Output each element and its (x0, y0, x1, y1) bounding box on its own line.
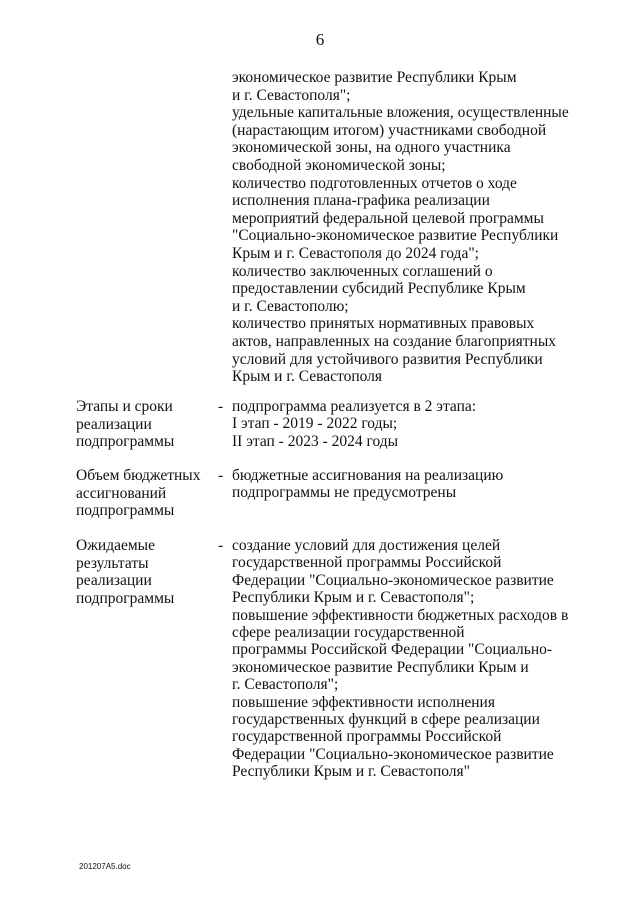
content-line: создание условий для достижения целей (232, 537, 501, 554)
text-line: условий для устойчивого развития Республики (232, 350, 543, 368)
section-content (232, 467, 503, 502)
text-line: количество заключенных соглашений о (232, 262, 493, 280)
text-line: "Социально-экономическое развитие Республики (232, 227, 559, 245)
label-line: Объем бюджетных (76, 467, 201, 484)
label-line: ассигнований (76, 484, 167, 502)
text-line: экономической зоны, на одного участника (232, 139, 511, 157)
content-line: подпрограммы не предусмотрены (232, 484, 457, 502)
content-line: государственных функций в сфере реализации (232, 711, 540, 729)
section-content (232, 398, 476, 450)
intro-text (232, 69, 569, 386)
section-dash: - (218, 467, 224, 484)
text-line: Крым и г. Севастополя до 2024 года"; (232, 244, 479, 262)
text-line: и г. Севастополя"; (232, 86, 351, 104)
content-line: подпрограмма реализуется в 2 этапа: (232, 398, 477, 415)
label-line: подпрограммы (76, 433, 175, 451)
section-dash: - (218, 537, 224, 554)
content-line: бюджетные ассигнования на реализацию (232, 467, 504, 484)
text-line: количество подготовленных отчетов о ходе (232, 174, 517, 192)
content-line: государственной программы Российской (232, 728, 502, 746)
text-line: удельные капитальные вложения, осуществленные (232, 104, 569, 122)
content-line: повышение эффективности бюджетных расходов в (232, 606, 569, 624)
label-line: результаты (76, 554, 149, 572)
text-line: и г. Севастополю; (232, 297, 349, 315)
footer-filename: 201207A5.doc (79, 862, 131, 871)
label-line: Ожидаемые (76, 537, 155, 554)
text-line: Крым и г. Севастополя (232, 368, 383, 386)
content-line: Республики Крым и г. Севастополя" (232, 763, 470, 781)
text-line: предоставлении субсидий Республике Крым (232, 280, 526, 298)
text-line: экономическое развитие Республики Крым (232, 69, 517, 86)
content-line: II этап - 2023 - 2024 годы (232, 432, 399, 450)
section-label (76, 537, 174, 607)
content-line: Федерации "Социально-экономическое развитие (232, 571, 554, 589)
section-dash: - (218, 398, 224, 415)
text-line: свободной экономической зоны; (232, 156, 446, 174)
section-label (76, 398, 174, 451)
content-line: I этап - 2019 - 2022 годы; (232, 415, 398, 433)
content-line: программы Российской Федерации "Социально- (232, 641, 553, 659)
content-line: г. Севастополя"; (232, 676, 339, 694)
section-label (76, 467, 200, 520)
content-line: Республики Крым и г. Севастополя"; (232, 589, 475, 607)
content-line: государственной программы Российской (232, 554, 502, 572)
section-content (232, 537, 568, 781)
page-number: 6 (315, 30, 325, 49)
label-line: реализации (76, 415, 152, 433)
text-line: исполнения плана-графика реализации (232, 192, 490, 210)
content-line: сфере реализации государственной (232, 624, 465, 642)
label-line: подпрограммы (76, 589, 175, 607)
text-line: актов, направленных на создание благоприятных (232, 332, 557, 350)
content-line: экономическое развитие Республики Крым и (232, 658, 529, 676)
label-line: подпрограммы (76, 502, 175, 520)
text-line: мероприятий федеральной целевой программы (232, 209, 544, 227)
text-line: количество принятых нормативных правовых (232, 315, 535, 333)
content-line: Федерации "Социально-экономическое развитие (232, 745, 554, 763)
label-line: Этапы и сроки (76, 398, 173, 415)
label-line: реализации (76, 572, 152, 590)
content-line: повышение эффективности исполнения (232, 693, 495, 711)
text-line: (нарастающим итогом) участниками свободной (232, 121, 547, 139)
